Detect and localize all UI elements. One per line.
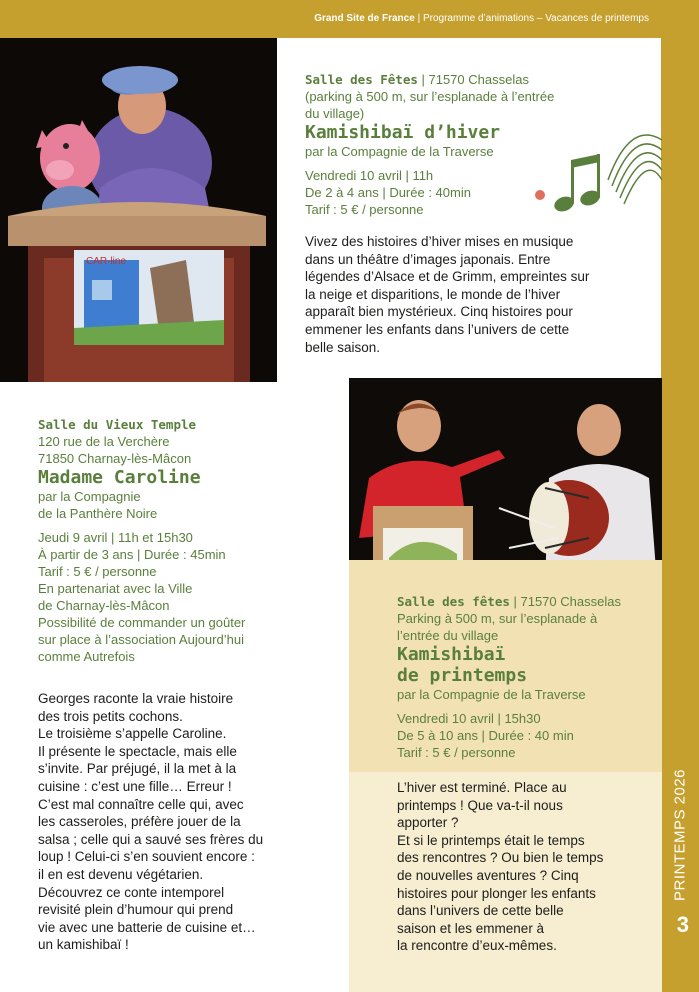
description-line: apporter ? [397,815,459,831]
description-line: les casseroles, préfère jouer de la [38,814,241,830]
event-2-venue: Salle du Vieux Temple [38,417,197,432]
description-line: apparaît bien mystérieux. Cinq histoires pour [305,304,573,320]
description-line: Et si le printemps était le temps [397,832,585,848]
description-line: des trois petits cochons. [38,708,183,724]
event-2-title: Madame Caroline [38,467,201,488]
event-3-title: Kamishibaï [397,644,506,665]
description-line: des rencontres ? Ou bien le temps [397,850,604,866]
page-header [314,13,649,24]
puppet-card-text: CAR-line [86,256,127,267]
description-line: revisité plein d’humour qui prend [38,902,234,918]
description-line: saison et les emmener à [397,920,545,936]
event-2-detail: En partenariat avec la Ville [38,581,193,596]
description-line: loup ! Celui-ci s’en souvient encore : [38,849,255,865]
description-line: cuisine : c’est une fille… Erreur ! [38,778,232,794]
event-2-company: de la Panthère Noire [38,506,158,521]
photo-puppet-show [0,38,277,382]
event-3-detail: Vendredi 10 avril | 15h30 [397,711,541,726]
event-2-detail: sur place à l’association Aujourd’hui [38,632,244,647]
event-1-detail: Vendredi 10 avril | 11h [305,168,434,183]
description-line: un kamishibaï ! [38,937,129,953]
event-2-detail: Tarif : 5 € / personne [38,564,157,579]
event-2-description [38,690,263,954]
event-1-venue-line: du village) [305,106,365,121]
event-3-venue-line: l’entrée du village [397,628,499,643]
event-1-title: Kamishibaï d’hiver [305,122,501,143]
music-note-icon [530,120,662,220]
event-3-venue: Salle des fêtes | 71570 Chasselas [397,594,621,609]
season-label: PRINTEMPS 2026 [671,768,689,902]
description-line: il en est devenu végétarien. [38,866,204,882]
description-line: dans l’univers de cette belle [397,903,564,919]
description-line: belle saison. [305,339,381,355]
puppet-show-illustration [0,38,277,382]
description-line: la rencontre d’eux-mêmes. [397,938,557,954]
event-3-company: par la Compagnie de la Traverse [397,687,586,702]
musicians-illustration [349,378,662,583]
description-line: Découvrez ce conte intemporel [38,884,225,900]
event-2-detail: À partir de 3 ans | Durée : 45min [38,547,226,562]
header-program: Programme d’animations – Vacances de printemps [422,13,649,24]
description-line: emmener les enfants dans l’univers de cette [305,321,570,337]
event-3-info [397,593,621,761]
event-2-venue-line: 120 rue de la Verchère [38,434,170,449]
event-2-detail: comme Autrefois [38,649,135,664]
description-line: salsa ; celle qui a sauvé ses frères du [38,831,264,847]
event-1-detail: Tarif : 5 € / personne [305,202,424,217]
description-line: Le troisième s’appelle Caroline. [38,726,227,742]
description-line: L’hiver est terminé. Place au [397,780,567,795]
event-1-venue-line: (parking à 500 m, sur l’esplanade à l’entrée [305,89,555,104]
description-line: vie avec une batterie de cuisine et… [38,919,256,935]
photo-musicians [349,378,662,583]
description-line: C’est mal connaître celle qui, avec [38,796,244,812]
description-line: Vivez des histoires d’hiver mises en musique [305,234,574,249]
event-3-description [397,779,603,955]
event-2-venue-line: 71850 Charnay-lès-Mâcon [38,451,192,466]
description-line: histoires pour plonger les enfants [397,885,596,901]
page-number: 3 [676,912,689,937]
event-2-detail: Possibilité de commander un goûter [38,615,246,630]
event-1-info [305,71,554,218]
event-2-detail: de Charnay-lès-Mâcon [38,598,170,613]
description-line: la neige et disparitions, le monde de l’hiver [305,286,561,302]
event-2-detail: Jeudi 9 avril | 11h et 15h30 [38,530,193,545]
description-line: légendes d’Alsace et de Grimm, empreintes sur [305,269,590,285]
description-line: Il présente le spectacle, mais elle [38,743,237,759]
description-line: printemps ! Que va-t-il nous [397,797,563,813]
header-site: Grand Site de France [314,13,415,24]
event-1-company: par la Compagnie de la Traverse [305,144,494,159]
description-line: de nouvelles aventures ? Cinq [397,867,579,883]
event-1-description [305,233,589,356]
event-2-info [38,416,245,665]
event-3-title: de printemps [397,665,528,686]
event-3-detail: De 5 à 10 ans | Durée : 40 min [397,728,574,743]
event-1-detail: De 2 à 4 ans | Durée : 40min [305,185,471,200]
description-line: s’invite. Par préjugé, il la met à la [38,761,237,777]
header-separator: | [417,13,421,24]
description-line: dans un théâtre d’images japonais. Entre [305,251,551,267]
event-2-company: par la Compagnie [38,489,141,504]
event-1-venue: Salle des Fêtes | 71570 Chasselas [305,72,529,87]
description-line: Georges raconte la vraie histoire [38,691,234,706]
event-3-venue-line: Parking à 500 m, sur l’esplanade à [397,611,598,626]
event-3-detail: Tarif : 5 € / personne [397,745,516,760]
